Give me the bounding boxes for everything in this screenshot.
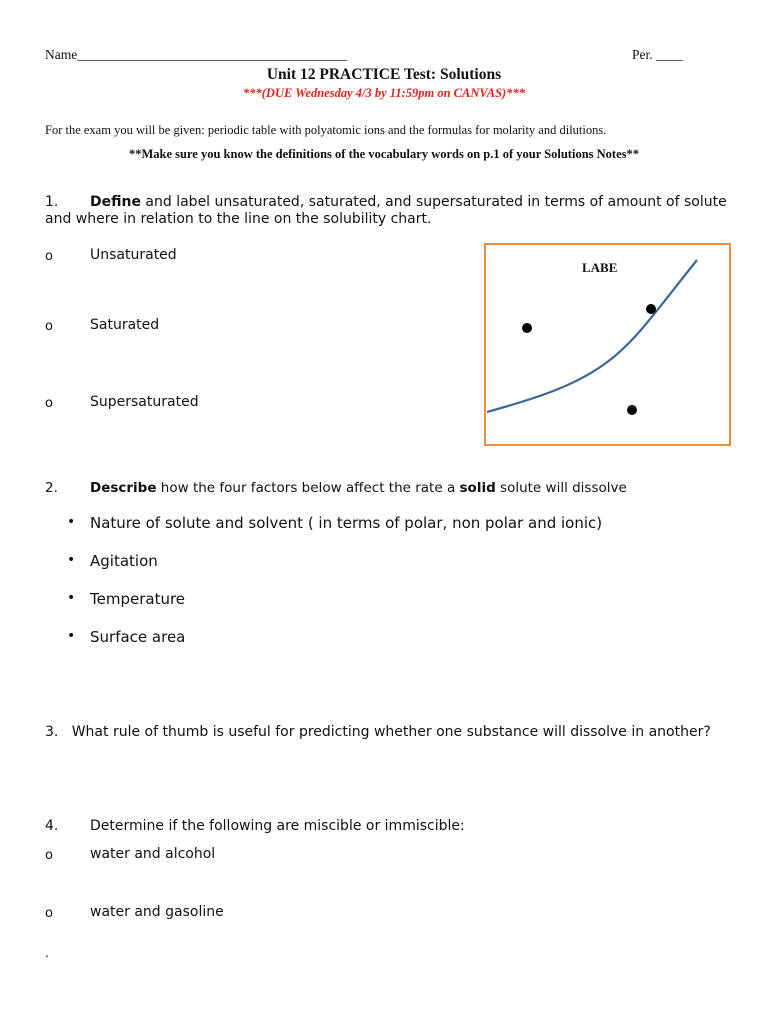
stray-mark: .	[45, 946, 49, 960]
factor-label: Surface area	[90, 628, 186, 646]
question-1-item-label: Supersaturated	[90, 394, 199, 410]
question-2-keyword-solid: solid	[459, 480, 496, 496]
question-4-text: Determine if the following are miscible or immiscible:	[90, 818, 465, 834]
point-below-curve	[627, 405, 637, 415]
exam-intro-text: For the exam you will be given: periodic table with polyatomic ions and the formulas for molarity and dilutions.	[45, 123, 607, 137]
question-1-item-label: Unsaturated	[90, 247, 177, 263]
bullet-dot: •	[67, 628, 76, 644]
question-1-item-supersaturated	[0, 394, 480, 414]
chart-label: LABE	[582, 260, 618, 275]
factor-item	[0, 514, 768, 536]
point-above-curve	[522, 323, 532, 333]
question-2-text	[90, 480, 627, 496]
question-1-item-unsaturated	[0, 247, 480, 267]
question-1-prompt	[45, 194, 735, 228]
period-field-label: Per. ____	[632, 47, 684, 62]
vocabulary-reminder: **Make sure you know the definitions of the vocabulary words on p.1 of your Solutions Notes**	[128, 147, 639, 161]
question-1-number: 1.	[45, 194, 59, 210]
question-2-prompt	[0, 480, 768, 500]
question-4-item-label: water and gasoline	[90, 904, 224, 920]
page-title: Unit 12 PRACTICE Test: Solutions	[266, 66, 502, 83]
bullet-dot: •	[67, 552, 76, 568]
question-1-item-saturated	[0, 317, 480, 337]
solubility-chart	[484, 243, 731, 446]
factor-item	[0, 628, 768, 650]
factor-label: Agitation	[90, 552, 158, 570]
solubility-chart-svg	[486, 245, 729, 444]
open-circle-bullet: o	[45, 249, 53, 264]
name-field-label: Name________________________________________	[45, 47, 348, 62]
question-3-text: What rule of thumb is useful for predicting whether one substance will dissolve in another?	[71, 724, 711, 740]
question-1-item-label: Saturated	[90, 317, 160, 333]
question-1-keyword: Define	[90, 194, 141, 210]
open-circle-bullet: o	[45, 396, 53, 411]
question-4-item-label: water and alcohol	[90, 846, 216, 862]
factor-item	[0, 590, 768, 612]
question-2-text-after: solute will dissolve	[495, 480, 627, 496]
question-4-number: 4.	[45, 818, 59, 834]
question-4-item	[0, 846, 768, 866]
factor-label: Nature of solute and solvent ( in terms of polar, non polar and ionic)	[90, 514, 603, 532]
solubility-curve	[487, 260, 697, 412]
question-1-text: and label unsaturated, saturated, and supersaturated in terms of amount of solute and where in relation to the line on the solubility chart.	[45, 194, 727, 227]
question-3-number: 3.	[45, 724, 59, 740]
point-on-curve	[646, 304, 656, 314]
question-3-prompt	[45, 718, 735, 747]
due-date-note: ***(DUE Wednesday 4/3 by 11:59pm on CANVAS)***	[243, 86, 525, 100]
question-2-number: 2.	[45, 480, 58, 496]
question-2-text-before: how the four factors below affect the rate a	[156, 480, 460, 496]
factor-label: Temperature	[90, 590, 186, 608]
open-circle-bullet: o	[45, 319, 53, 334]
open-circle-bullet: o	[45, 906, 53, 921]
open-circle-bullet: o	[45, 848, 53, 863]
question-4-item	[0, 904, 768, 924]
question-2-keyword: Describe	[90, 480, 157, 496]
question-4-prompt	[0, 818, 768, 838]
bullet-dot: •	[67, 590, 76, 606]
bullet-dot: •	[67, 514, 76, 530]
factor-item	[0, 552, 768, 574]
